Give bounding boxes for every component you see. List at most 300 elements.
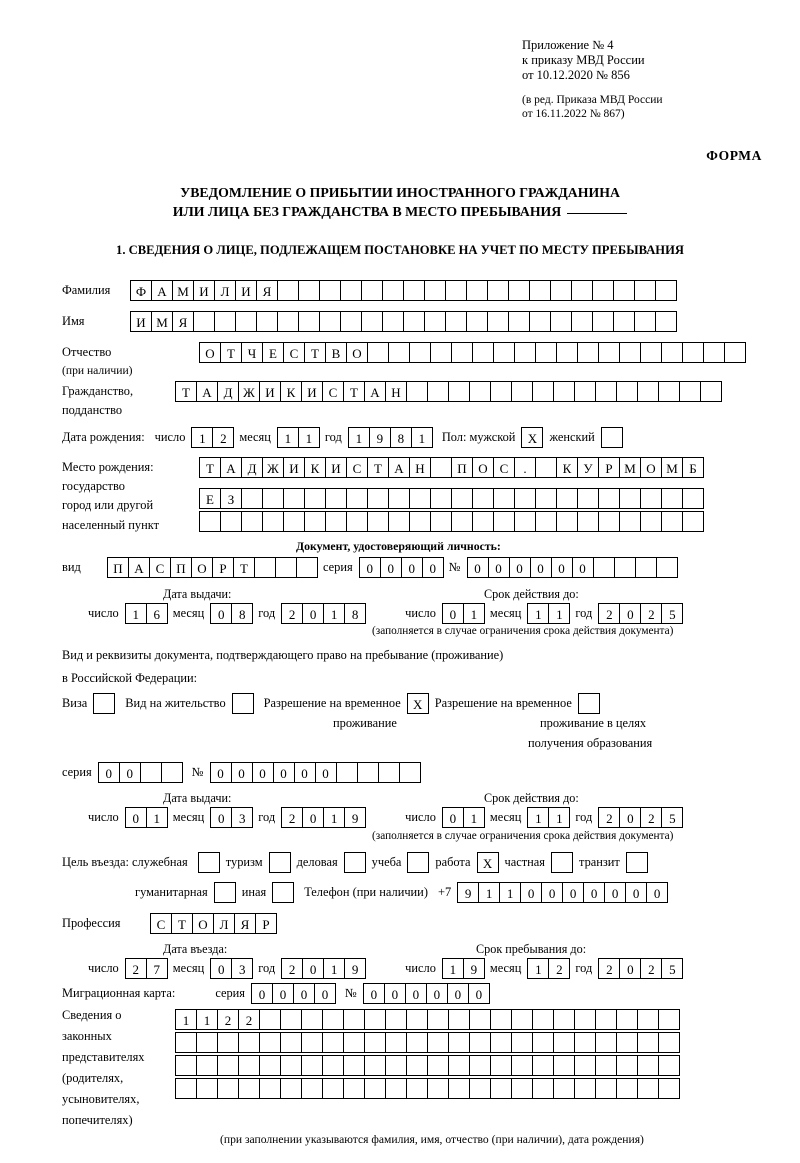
char-cell[interactable] <box>595 1055 617 1076</box>
char-cell[interactable]: Д <box>217 381 239 402</box>
char-cell[interactable]: Р <box>598 457 620 478</box>
char-cell[interactable] <box>406 1055 428 1076</box>
birth-year-boxes[interactable] <box>348 427 432 448</box>
char-cell[interactable]: М <box>661 457 683 478</box>
char-cell[interactable] <box>357 762 379 783</box>
char-cell[interactable] <box>259 1055 281 1076</box>
visa-checkbox[interactable] <box>93 693 115 714</box>
temp-education-checkbox[interactable] <box>578 693 600 714</box>
char-cell[interactable] <box>574 1055 596 1076</box>
permit-series-boxes[interactable] <box>98 762 182 783</box>
char-cell[interactable] <box>556 488 578 509</box>
char-cell[interactable]: 9 <box>344 807 366 828</box>
char-cell[interactable] <box>199 511 221 532</box>
char-cell[interactable]: 2 <box>640 807 662 828</box>
char-cell[interactable] <box>532 381 554 402</box>
permit-issue-month-boxes[interactable] <box>210 807 252 828</box>
char-cell[interactable]: И <box>301 381 323 402</box>
char-cell[interactable] <box>472 511 494 532</box>
purpose-private-checkbox[interactable] <box>551 852 573 873</box>
char-cell[interactable] <box>427 1009 449 1030</box>
char-cell[interactable]: Я <box>256 280 278 301</box>
issue-month-boxes[interactable] <box>210 603 252 624</box>
char-cell[interactable] <box>319 280 341 301</box>
char-cell[interactable]: 6 <box>146 603 168 624</box>
char-cell[interactable] <box>430 511 452 532</box>
char-cell[interactable]: Б <box>682 457 704 478</box>
char-cell[interactable] <box>343 1078 365 1099</box>
char-cell[interactable] <box>451 511 473 532</box>
char-cell[interactable]: 0 <box>604 882 626 903</box>
char-cell[interactable]: 0 <box>98 762 120 783</box>
char-cell[interactable] <box>409 511 431 532</box>
char-cell[interactable] <box>296 557 318 578</box>
char-cell[interactable] <box>616 1032 638 1053</box>
char-cell[interactable] <box>635 557 657 578</box>
char-cell[interactable] <box>682 342 704 363</box>
char-cell[interactable] <box>466 311 488 332</box>
birthplace-row3-boxes[interactable] <box>199 511 703 532</box>
char-cell[interactable]: У <box>577 457 599 478</box>
char-cell[interactable] <box>577 342 599 363</box>
char-cell[interactable] <box>574 1078 596 1099</box>
char-cell[interactable] <box>382 311 404 332</box>
char-cell[interactable]: И <box>235 280 257 301</box>
char-cell[interactable]: 0 <box>468 983 490 1004</box>
purpose-transit-checkbox[interactable] <box>626 852 648 873</box>
char-cell[interactable] <box>259 1009 281 1030</box>
issue-year-boxes[interactable] <box>281 603 365 624</box>
char-cell[interactable] <box>598 511 620 532</box>
char-cell[interactable] <box>262 511 284 532</box>
char-cell[interactable] <box>571 280 593 301</box>
char-cell[interactable] <box>361 280 383 301</box>
char-cell[interactable] <box>619 342 641 363</box>
char-cell[interactable]: О <box>472 457 494 478</box>
char-cell[interactable] <box>658 381 680 402</box>
char-cell[interactable]: М <box>151 311 173 332</box>
char-cell[interactable] <box>553 1009 575 1030</box>
char-cell[interactable] <box>241 488 263 509</box>
char-cell[interactable] <box>304 511 326 532</box>
permit-valid-month-boxes[interactable] <box>527 807 569 828</box>
char-cell[interactable]: О <box>192 913 214 934</box>
char-cell[interactable] <box>161 762 183 783</box>
char-cell[interactable]: 0 <box>405 983 427 1004</box>
char-cell[interactable] <box>511 1078 533 1099</box>
profession-boxes[interactable] <box>150 913 276 934</box>
char-cell[interactable]: 0 <box>125 807 147 828</box>
char-cell[interactable] <box>217 1032 239 1053</box>
char-cell[interactable] <box>427 1078 449 1099</box>
char-cell[interactable] <box>325 511 347 532</box>
doc-kind-boxes[interactable] <box>107 557 317 578</box>
char-cell[interactable]: П <box>107 557 129 578</box>
char-cell[interactable] <box>637 1055 659 1076</box>
char-cell[interactable] <box>637 1009 659 1030</box>
birthplace-row1-boxes[interactable] <box>199 457 703 478</box>
permit-issue-year-boxes[interactable] <box>281 807 365 828</box>
char-cell[interactable]: 8 <box>231 603 253 624</box>
char-cell[interactable] <box>469 1009 491 1030</box>
char-cell[interactable]: 7 <box>146 958 168 979</box>
char-cell[interactable] <box>661 511 683 532</box>
char-cell[interactable] <box>343 1032 365 1053</box>
char-cell[interactable] <box>682 511 704 532</box>
char-cell[interactable]: С <box>150 913 172 934</box>
char-cell[interactable] <box>493 488 515 509</box>
char-cell[interactable] <box>280 1055 302 1076</box>
legal-row4-boxes[interactable] <box>175 1078 679 1099</box>
mig-number-boxes[interactable] <box>363 983 489 1004</box>
char-cell[interactable]: 1 <box>442 958 464 979</box>
permit-valid-day-boxes[interactable] <box>442 807 484 828</box>
char-cell[interactable]: 9 <box>463 958 485 979</box>
char-cell[interactable]: О <box>346 342 368 363</box>
char-cell[interactable]: 5 <box>661 958 683 979</box>
char-cell[interactable] <box>304 488 326 509</box>
char-cell[interactable]: 0 <box>619 958 641 979</box>
char-cell[interactable]: 2 <box>598 958 620 979</box>
char-cell[interactable] <box>595 1009 617 1030</box>
birth-month-boxes[interactable] <box>277 427 319 448</box>
char-cell[interactable] <box>378 762 400 783</box>
char-cell[interactable] <box>682 488 704 509</box>
char-cell[interactable]: Я <box>172 311 194 332</box>
char-cell[interactable] <box>616 1078 638 1099</box>
stay-month-boxes[interactable] <box>527 958 569 979</box>
char-cell[interactable]: Т <box>220 342 242 363</box>
char-cell[interactable]: Л <box>213 913 235 934</box>
char-cell[interactable] <box>280 1078 302 1099</box>
char-cell[interactable] <box>343 1009 365 1030</box>
birthplace-row2-boxes[interactable] <box>199 488 703 509</box>
char-cell[interactable] <box>598 342 620 363</box>
char-cell[interactable] <box>679 381 701 402</box>
char-cell[interactable] <box>640 488 662 509</box>
char-cell[interactable] <box>361 311 383 332</box>
char-cell[interactable] <box>490 1032 512 1053</box>
char-cell[interactable] <box>655 311 677 332</box>
char-cell[interactable]: Р <box>255 913 277 934</box>
char-cell[interactable]: Е <box>199 488 221 509</box>
char-cell[interactable] <box>556 342 578 363</box>
sex-male-checkbox[interactable]: X <box>521 427 543 448</box>
char-cell[interactable] <box>367 342 389 363</box>
sex-female-checkbox[interactable] <box>601 427 623 448</box>
char-cell[interactable] <box>508 311 530 332</box>
char-cell[interactable] <box>448 1032 470 1053</box>
char-cell[interactable]: 0 <box>646 882 668 903</box>
char-cell[interactable] <box>298 311 320 332</box>
char-cell[interactable] <box>340 280 362 301</box>
char-cell[interactable] <box>532 1032 554 1053</box>
char-cell[interactable] <box>514 511 536 532</box>
char-cell[interactable] <box>556 511 578 532</box>
char-cell[interactable]: 2 <box>548 958 570 979</box>
char-cell[interactable] <box>448 1055 470 1076</box>
char-cell[interactable]: 0 <box>551 557 573 578</box>
char-cell[interactable] <box>472 488 494 509</box>
char-cell[interactable] <box>616 381 638 402</box>
char-cell[interactable] <box>406 1032 428 1053</box>
char-cell[interactable]: 2 <box>281 807 303 828</box>
char-cell[interactable] <box>445 280 467 301</box>
char-cell[interactable] <box>430 488 452 509</box>
char-cell[interactable]: 0 <box>562 882 584 903</box>
char-cell[interactable]: С <box>283 342 305 363</box>
char-cell[interactable] <box>385 1032 407 1053</box>
char-cell[interactable] <box>574 381 596 402</box>
char-cell[interactable] <box>283 511 305 532</box>
char-cell[interactable] <box>655 280 677 301</box>
char-cell[interactable]: И <box>130 311 152 332</box>
char-cell[interactable]: 0 <box>210 603 232 624</box>
char-cell[interactable] <box>703 342 725 363</box>
char-cell[interactable]: П <box>170 557 192 578</box>
char-cell[interactable] <box>424 311 446 332</box>
char-cell[interactable] <box>511 1009 533 1030</box>
char-cell[interactable] <box>388 511 410 532</box>
char-cell[interactable] <box>364 1078 386 1099</box>
mig-series-boxes[interactable] <box>251 983 335 1004</box>
char-cell[interactable]: 5 <box>661 603 683 624</box>
char-cell[interactable] <box>451 342 473 363</box>
char-cell[interactable] <box>322 1032 344 1053</box>
char-cell[interactable]: Т <box>175 381 197 402</box>
char-cell[interactable] <box>277 311 299 332</box>
char-cell[interactable] <box>385 1078 407 1099</box>
char-cell[interactable] <box>403 280 425 301</box>
char-cell[interactable] <box>367 488 389 509</box>
char-cell[interactable] <box>574 1009 596 1030</box>
char-cell[interactable]: 0 <box>583 882 605 903</box>
char-cell[interactable] <box>511 381 533 402</box>
stay-year-boxes[interactable] <box>598 958 682 979</box>
char-cell[interactable]: 0 <box>401 557 423 578</box>
char-cell[interactable] <box>532 1078 554 1099</box>
char-cell[interactable] <box>472 342 494 363</box>
char-cell[interactable] <box>529 311 551 332</box>
char-cell[interactable]: 0 <box>541 882 563 903</box>
char-cell[interactable] <box>535 511 557 532</box>
char-cell[interactable] <box>235 311 257 332</box>
char-cell[interactable]: 1 <box>499 882 521 903</box>
char-cell[interactable] <box>487 311 509 332</box>
char-cell[interactable] <box>196 1055 218 1076</box>
char-cell[interactable] <box>658 1009 680 1030</box>
char-cell[interactable] <box>634 311 656 332</box>
char-cell[interactable]: 0 <box>625 882 647 903</box>
char-cell[interactable]: 1 <box>323 958 345 979</box>
char-cell[interactable] <box>514 342 536 363</box>
temp-residence-checkbox[interactable]: X <box>407 693 429 714</box>
char-cell[interactable] <box>550 280 572 301</box>
char-cell[interactable] <box>613 311 635 332</box>
char-cell[interactable]: М <box>619 457 641 478</box>
char-cell[interactable]: Л <box>214 280 236 301</box>
char-cell[interactable]: Т <box>233 557 255 578</box>
char-cell[interactable] <box>448 1009 470 1030</box>
char-cell[interactable]: О <box>640 457 662 478</box>
char-cell[interactable] <box>514 488 536 509</box>
char-cell[interactable]: 1 <box>463 603 485 624</box>
char-cell[interactable] <box>280 1032 302 1053</box>
char-cell[interactable] <box>259 1078 281 1099</box>
doc-number-boxes[interactable] <box>467 557 677 578</box>
char-cell[interactable]: 0 <box>293 983 315 1004</box>
purpose-study-checkbox[interactable] <box>407 852 429 873</box>
purpose-other-checkbox[interactable] <box>272 882 294 903</box>
char-cell[interactable]: 0 <box>520 882 542 903</box>
char-cell[interactable]: 0 <box>442 807 464 828</box>
char-cell[interactable]: О <box>191 557 213 578</box>
char-cell[interactable] <box>140 762 162 783</box>
char-cell[interactable] <box>448 1078 470 1099</box>
char-cell[interactable] <box>238 1078 260 1099</box>
char-cell[interactable] <box>637 381 659 402</box>
char-cell[interactable] <box>301 1032 323 1053</box>
char-cell[interactable] <box>364 1009 386 1030</box>
char-cell[interactable] <box>385 1055 407 1076</box>
char-cell[interactable]: 1 <box>411 427 433 448</box>
char-cell[interactable]: Е <box>262 342 284 363</box>
char-cell[interactable]: К <box>280 381 302 402</box>
char-cell[interactable] <box>275 557 297 578</box>
char-cell[interactable] <box>301 1078 323 1099</box>
char-cell[interactable] <box>532 1055 554 1076</box>
char-cell[interactable] <box>409 342 431 363</box>
char-cell[interactable]: А <box>364 381 386 402</box>
purpose-business-checkbox[interactable] <box>344 852 366 873</box>
char-cell[interactable]: 0 <box>251 983 273 1004</box>
char-cell[interactable] <box>637 1078 659 1099</box>
char-cell[interactable] <box>427 1055 449 1076</box>
char-cell[interactable]: 1 <box>478 882 500 903</box>
char-cell[interactable] <box>535 488 557 509</box>
char-cell[interactable] <box>724 342 746 363</box>
char-cell[interactable] <box>406 381 428 402</box>
char-cell[interactable] <box>640 511 662 532</box>
char-cell[interactable]: Т <box>199 457 221 478</box>
char-cell[interactable]: 8 <box>344 603 366 624</box>
char-cell[interactable] <box>619 511 641 532</box>
residence-checkbox[interactable] <box>232 693 254 714</box>
char-cell[interactable] <box>364 1055 386 1076</box>
char-cell[interactable] <box>658 1055 680 1076</box>
char-cell[interactable]: А <box>128 557 150 578</box>
char-cell[interactable] <box>469 381 491 402</box>
char-cell[interactable]: З <box>220 488 242 509</box>
char-cell[interactable] <box>220 511 242 532</box>
char-cell[interactable] <box>616 1055 638 1076</box>
char-cell[interactable]: 0 <box>422 557 444 578</box>
char-cell[interactable] <box>322 1078 344 1099</box>
char-cell[interactable]: 0 <box>252 762 274 783</box>
char-cell[interactable]: А <box>388 457 410 478</box>
char-cell[interactable] <box>487 280 509 301</box>
char-cell[interactable] <box>451 488 473 509</box>
birth-day-boxes[interactable] <box>191 427 233 448</box>
legal-row1-boxes[interactable] <box>175 1009 679 1030</box>
char-cell[interactable]: 1 <box>146 807 168 828</box>
valid-year-boxes[interactable] <box>598 603 682 624</box>
char-cell[interactable]: С <box>493 457 515 478</box>
purpose-humanitarian-checkbox[interactable] <box>214 882 236 903</box>
char-cell[interactable] <box>430 342 452 363</box>
char-cell[interactable]: 1 <box>196 1009 218 1030</box>
char-cell[interactable] <box>319 311 341 332</box>
char-cell[interactable] <box>241 511 263 532</box>
char-cell[interactable]: О <box>199 342 221 363</box>
char-cell[interactable]: И <box>325 457 347 478</box>
char-cell[interactable] <box>658 1078 680 1099</box>
char-cell[interactable]: 0 <box>302 807 324 828</box>
char-cell[interactable] <box>511 1055 533 1076</box>
char-cell[interactable] <box>658 1032 680 1053</box>
char-cell[interactable]: Д <box>241 457 263 478</box>
char-cell[interactable]: 8 <box>390 427 412 448</box>
char-cell[interactable] <box>346 511 368 532</box>
char-cell[interactable]: 0 <box>380 557 402 578</box>
char-cell[interactable] <box>427 381 449 402</box>
char-cell[interactable]: 0 <box>231 762 253 783</box>
permit-number-boxes[interactable] <box>210 762 420 783</box>
char-cell[interactable] <box>448 381 470 402</box>
char-cell[interactable] <box>466 280 488 301</box>
char-cell[interactable]: М <box>172 280 194 301</box>
char-cell[interactable]: 2 <box>217 1009 239 1030</box>
char-cell[interactable]: 1 <box>548 603 570 624</box>
char-cell[interactable]: П <box>451 457 473 478</box>
char-cell[interactable] <box>700 381 722 402</box>
char-cell[interactable]: К <box>304 457 326 478</box>
permit-valid-year-boxes[interactable] <box>598 807 682 828</box>
char-cell[interactable] <box>256 311 278 332</box>
patronymic-boxes[interactable] <box>199 342 745 363</box>
entry-day-boxes[interactable] <box>125 958 167 979</box>
char-cell[interactable] <box>493 342 515 363</box>
char-cell[interactable] <box>656 557 678 578</box>
char-cell[interactable] <box>535 342 557 363</box>
char-cell[interactable]: 0 <box>384 983 406 1004</box>
purpose-work-checkbox[interactable]: X <box>477 852 499 873</box>
char-cell[interactable] <box>340 311 362 332</box>
char-cell[interactable] <box>406 1009 428 1030</box>
char-cell[interactable]: 1 <box>463 807 485 828</box>
char-cell[interactable] <box>367 511 389 532</box>
char-cell[interactable]: Н <box>385 381 407 402</box>
char-cell[interactable]: 0 <box>442 603 464 624</box>
char-cell[interactable]: Т <box>367 457 389 478</box>
char-cell[interactable] <box>553 381 575 402</box>
char-cell[interactable]: 2 <box>640 603 662 624</box>
char-cell[interactable] <box>616 1009 638 1030</box>
char-cell[interactable] <box>175 1055 197 1076</box>
char-cell[interactable] <box>469 1055 491 1076</box>
char-cell[interactable] <box>238 1032 260 1053</box>
char-cell[interactable]: 1 <box>348 427 370 448</box>
valid-month-boxes[interactable] <box>527 603 569 624</box>
char-cell[interactable] <box>490 1078 512 1099</box>
char-cell[interactable]: 9 <box>369 427 391 448</box>
char-cell[interactable]: 2 <box>212 427 234 448</box>
char-cell[interactable] <box>385 1009 407 1030</box>
char-cell[interactable] <box>595 381 617 402</box>
char-cell[interactable] <box>592 280 614 301</box>
char-cell[interactable]: 0 <box>363 983 385 1004</box>
char-cell[interactable] <box>490 381 512 402</box>
